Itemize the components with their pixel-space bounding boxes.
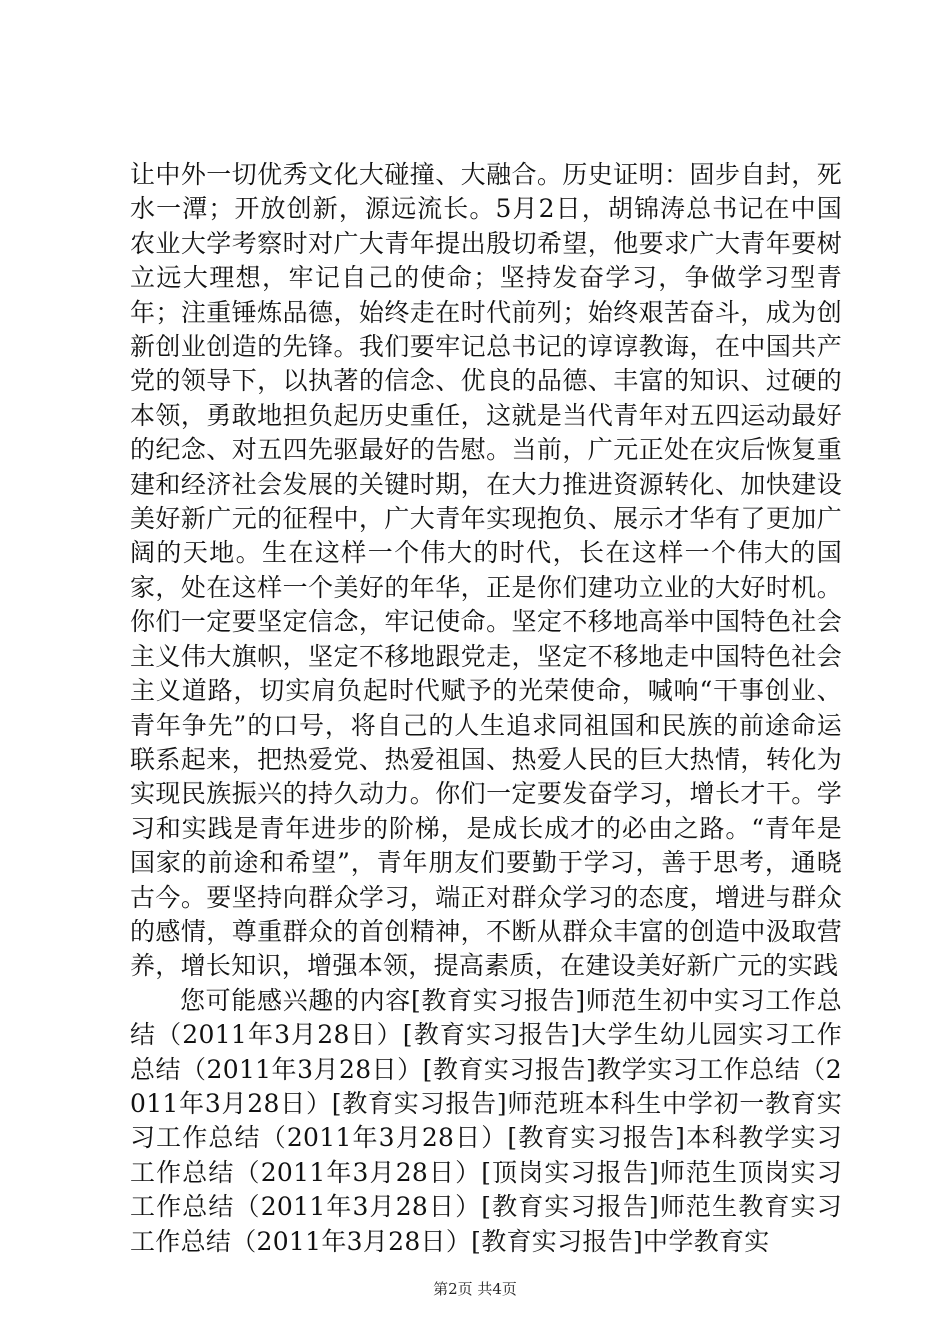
related-content-paragraph: 您可能感兴趣的内容[教育实习报告]师范生初中实习工作总结（2011年3月28日）[教育实习报告]大学生幼儿园实习工作总结（2011年3月28日）[教育实习报告]教学实习工作总结（2011年3月28日）[教育实习报告]师范班本科生中学初一教育实习工作总结（2011年3月28日）[教育实习报告]本科教学实习工作总结（2011年3月28日）[顶岗实习报告]师范生顶岗实习工作总结（2011年3月28日）[教育实习报告]师范生教育实习工作总结（2011年3月28日）[教育实习报告]中学教育实 — [130, 985, 842, 1256]
document-body — [130, 158, 842, 1259]
page-number-footer: 第2页 共4页 — [433, 1280, 517, 1298]
body-paragraph: 让中外一切优秀文化大碰撞、大融合。历史证明：固步自封，死水一潭；开放创新，源远流长。5月2日，胡锦涛总书记在中国农业大学考察时对广大青年提出殷切希望，他要求广大青年要树立远大理想，牢记自己的使命；坚持发奋学习，争做学习型青年；注重锤炼品德，始终走在时代前列；始终艰苦奋斗，成为创新创业创造的先锋。我们要牢记总书记的谆谆教诲，在中国共产党的领导下，以执著的信念、优良的品德、丰富的知识、过硬的本领，勇敢地担负起历史重任，这就是当代青年对五四运动最好的纪念、对五四先驱最好的告慰。当前，广元正处在灾后恢复重建和经济社会发展的关键时期，在大力推进资源转化、加快建设美好新广元的征程中，广大青年实现抱负、展示才华有了更加广阔的天地。生在这样一个伟大的时代，长在这样一个伟大的国家，处在这样一个美好的年华，正是你们建功立业的大好时机。你们一定要坚定信念，牢记使命。坚定不移地高举中国特色社会主义伟大旗帜，坚定不移地跟党走，坚定不移地走中国特色社会主义道路，切实肩负起时代赋予的光荣使命，喊响“干事创业、青年争先”的口号，将自己的人生追求同祖国和民族的前途命运联系起来，把热爱党、热爱祖国、热爱人民的巨大热情，转化为实现民族振兴的持久动力。你们一定要发奋学习，增长才干。学习和实践是青年进步的阶梯，是成长成才的必由之路。“青年是国家的前途和希望”，青年朋友们要勤于学习，善于思考，通晓古今。要坚持向群众学习，端正对群众学习的态度，增进与群众的感情，尊重群众的首创精神，不断从群众丰富的创造中汲取营养，增长知识，增强本领，提高素质，在建设美好新广元的实践 — [130, 160, 842, 981]
